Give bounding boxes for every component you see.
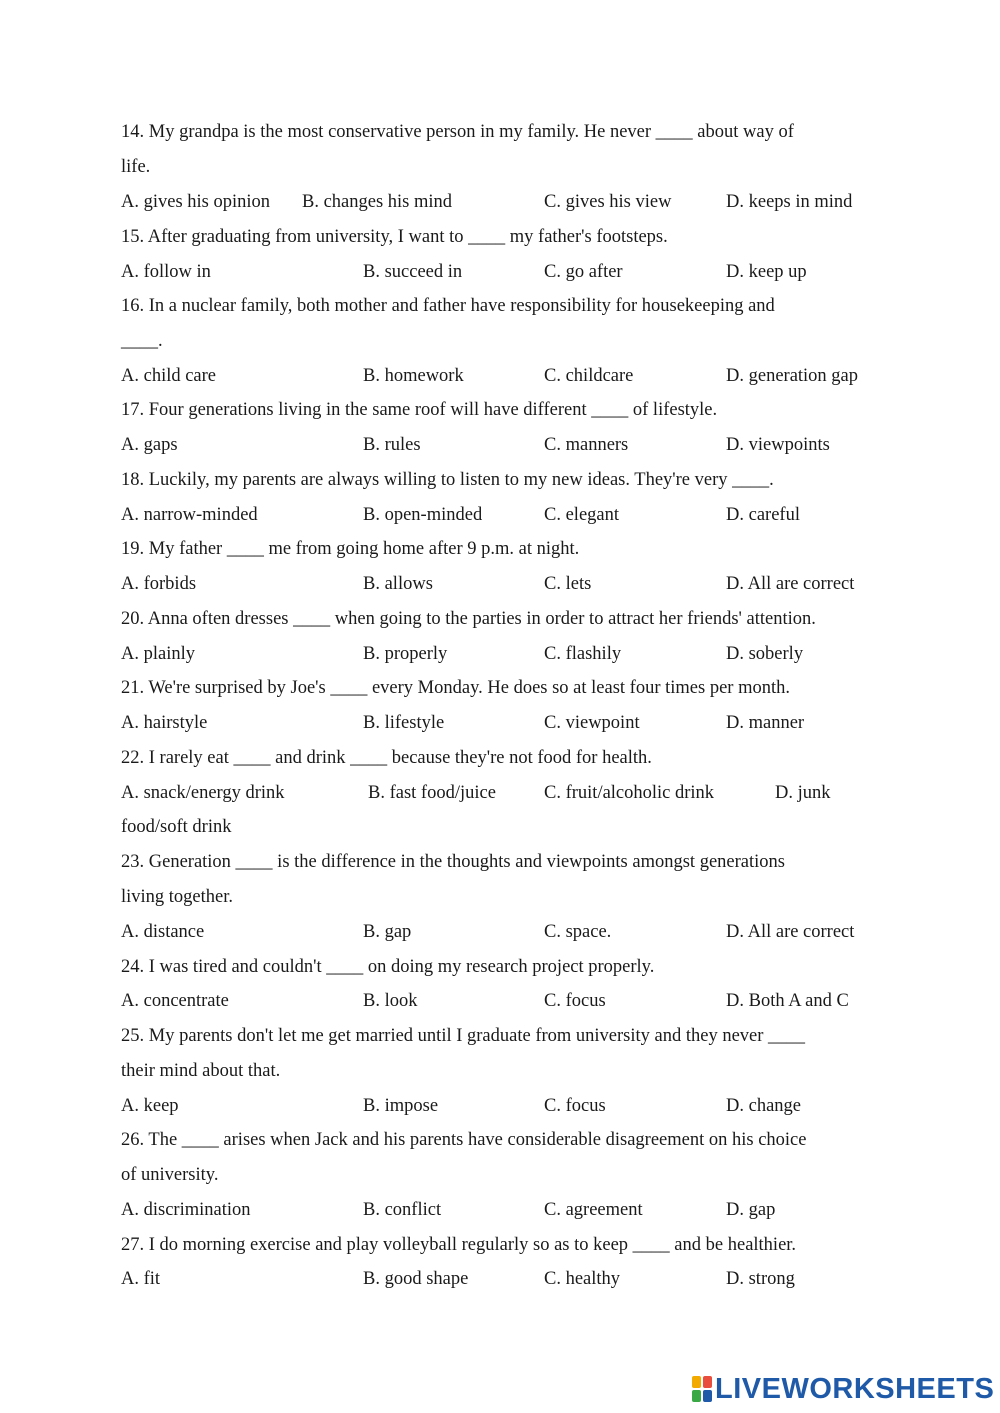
option-a[interactable]: A. concentrate [121,991,229,1011]
question-17-stem: 17. Four generations living in the same roof will have different ____ of lifestyle. [121,400,718,420]
question-24-stem: 24. I was tired and couldn't ____ on doing my research project properly. [121,957,655,977]
option-d[interactable]: D. manner [726,713,805,733]
question-27-stem: 27. I do morning exercise and play volleyball regularly so as to keep ____ and be healthier. [121,1235,797,1255]
liveworksheets-logo [692,1373,994,1405]
option-c[interactable]: C. viewpoint [544,713,640,733]
option-b[interactable]: B. lifestyle [363,713,445,733]
question-14-stem-line2: life. [121,156,151,177]
question-24-options [121,984,891,1019]
option-b[interactable]: B. fast food/juice [368,783,496,803]
option-a[interactable]: A. plainly [121,644,195,664]
question-20-stem: 20. Anna often dresses ____ when going to the parties in order to attract her friends' attention. [121,609,816,629]
liveworksheets-logo-icon [692,1376,712,1402]
question-25-stem-line1: 25. My parents don't let me get married until I graduate from university and they never ____ [121,1026,806,1046]
option-b[interactable]: B. good shape [363,1269,469,1289]
option-d[interactable]: D. careful [726,505,800,525]
option-c[interactable]: C. agreement [544,1200,643,1220]
option-b[interactable]: B. succeed in [363,262,463,282]
question-21-options [121,706,891,741]
option-b[interactable]: B. look [363,991,418,1011]
option-a[interactable]: A. gives his opinion [121,192,271,212]
question-19-stem: 19. My father ____ me from going home after 9 p.m. at night. [121,539,580,559]
question-20 [121,602,901,637]
option-a[interactable]: A. distance [121,922,205,942]
question-27 [121,1228,891,1263]
option-c[interactable]: C. flashily [544,644,622,664]
question-26-options [121,1193,891,1228]
question-18-stem: 18. Luckily, my parents are always willing to listen to my new ideas. They're very ____. [121,470,774,490]
option-a[interactable]: A. snack/energy drink [121,783,285,803]
question-23 [121,845,891,915]
question-22 [121,741,891,776]
question-24 [121,950,891,985]
option-d[interactable]: D. keeps in mind [726,192,853,212]
option-a[interactable]: A. narrow-minded [121,505,258,525]
option-b[interactable]: B. changes his mind [302,192,453,212]
option-c[interactable]: C. healthy [544,1269,621,1289]
question-17 [121,393,891,428]
question-15-options [121,255,891,290]
question-20-options [121,637,891,672]
question-16-options [121,359,891,394]
question-21 [121,671,891,706]
option-d[interactable]: D. Both A and C [726,991,849,1011]
option-d[interactable]: D. strong [726,1269,795,1289]
option-b[interactable]: B. allows [363,574,433,594]
question-26 [121,1123,891,1193]
question-23-stem-line1: 23. Generation ____ is the difference in the thoughts and viewpoints amongst generations [121,852,785,872]
option-b[interactable]: B. impose [363,1096,439,1116]
option-a[interactable]: A. keep [121,1096,179,1116]
option-d[interactable]: D. viewpoints [726,435,830,455]
option-c[interactable]: C. go after [544,262,623,282]
option-d[interactable]: D. keep up [726,262,807,282]
question-14-options [121,185,891,220]
question-15 [121,220,891,255]
question-16-stem-line2: ____. [121,330,163,351]
question-23-options [121,915,891,950]
option-c[interactable]: C. gives his view [544,192,672,212]
question-19-options [121,567,891,602]
option-b[interactable]: B. open-minded [363,505,483,525]
question-26-stem-line2: of university. [121,1164,219,1185]
option-a[interactable]: A. gaps [121,435,178,455]
option-a[interactable]: A. forbids [121,574,197,594]
option-c[interactable]: C. space. [544,922,612,942]
option-c[interactable]: C. manners [544,435,629,455]
question-16-stem-line1: 16. In a nuclear family, both mother and father have responsibility for housekeeping and [121,296,775,316]
option-c[interactable]: C. childcare [544,366,634,386]
question-22-option-d-wrap: food/soft drink [121,817,232,837]
option-c[interactable]: C. focus [544,1096,606,1116]
question-15-stem: 15. After graduating from university, I want to ____ my father's footsteps. [121,227,668,247]
question-17-options [121,428,891,463]
question-25-stem-line2: their mind about that. [121,1060,281,1081]
question-23-stem-line2: living together. [121,886,234,907]
question-16 [121,289,891,359]
option-d[interactable]: D. junk [775,783,831,803]
option-c[interactable]: C. fruit/alcoholic drink [544,783,715,803]
option-c[interactable]: C. lets [544,574,592,594]
question-18-options [121,498,891,533]
option-d[interactable]: D. All are correct [726,574,855,594]
option-a[interactable]: A. hairstyle [121,713,208,733]
question-25 [121,1019,891,1089]
question-19 [121,532,891,567]
option-d[interactable]: D. generation gap [726,366,859,386]
question-21-stem: 21. We're surprised by Joe's ____ every Monday. He does so at least four times per month. [121,678,790,698]
option-a[interactable]: A. child care [121,366,217,386]
option-a[interactable]: A. discrimination [121,1200,251,1220]
option-a[interactable]: A. fit [121,1269,161,1289]
option-d[interactable]: D. All are correct [726,922,855,942]
option-a[interactable]: A. follow in [121,262,211,282]
question-18 [121,463,891,498]
option-d[interactable]: D. change [726,1096,801,1116]
option-c[interactable]: C. focus [544,991,606,1011]
option-b[interactable]: B. rules [363,435,421,455]
option-d[interactable]: D. soberly [726,644,804,664]
question-14-stem-line1: 14. My grandpa is the most conservative person in my family. He never ____ about way of [121,122,794,142]
option-c[interactable]: C. elegant [544,505,620,525]
question-22-stem: 22. I rarely eat ____ and drink ____ because they're not food for health. [121,748,652,768]
option-d[interactable]: D. gap [726,1200,776,1220]
question-27-options [121,1262,891,1297]
question-26-stem-line1: 26. The ____ arises when Jack and his parents have considerable disagreement on his choice [121,1130,807,1150]
option-b[interactable]: B. homework [363,366,464,386]
option-b[interactable]: B. conflict [363,1200,442,1220]
question-22-options [121,776,891,811]
option-b[interactable]: B. properly [363,644,448,664]
liveworksheets-logo-text: LIVEWORKSHEETS [715,1373,995,1405]
question-25-options [121,1089,891,1124]
question-14 [121,115,891,185]
option-b[interactable]: B. gap [363,922,412,942]
